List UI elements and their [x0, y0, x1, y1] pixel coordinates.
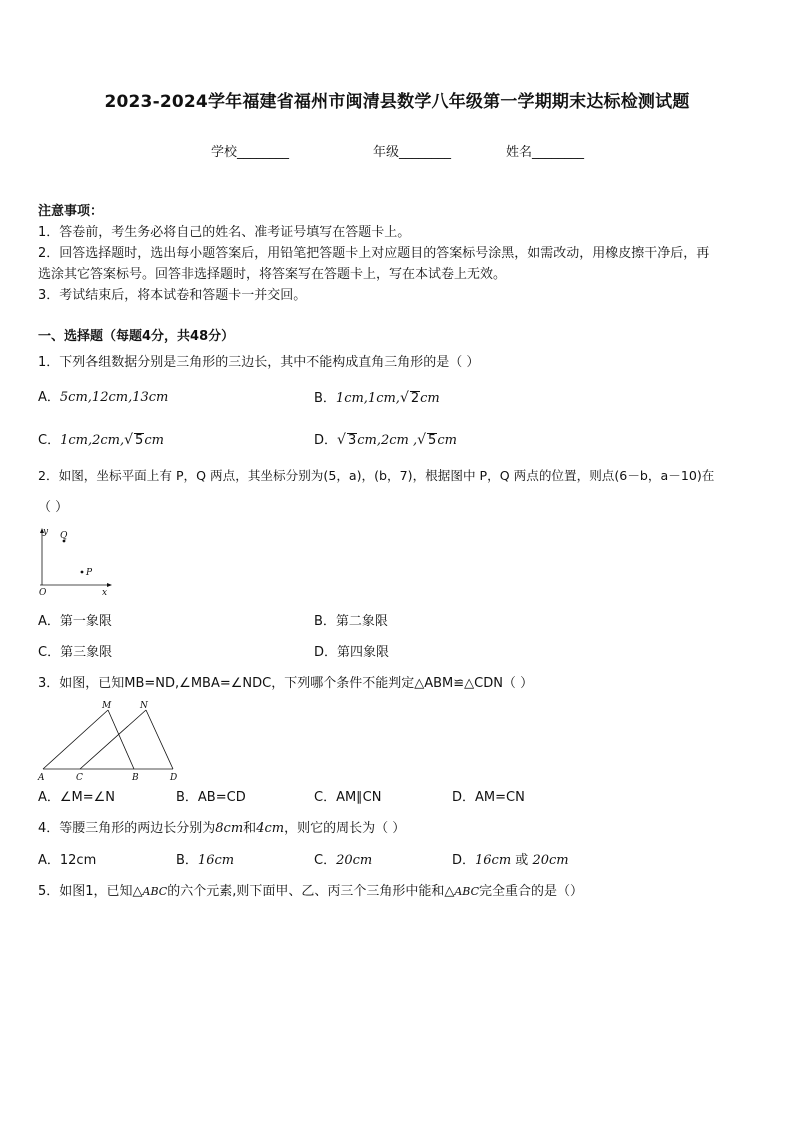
- q5-triangle-name: ABC: [454, 885, 479, 898]
- option-or: 或: [511, 853, 533, 868]
- q2-coordinate-figure: [34, 525, 114, 599]
- q2-option-c: C．第三象限: [38, 645, 113, 660]
- option-value: 1cm,2cm,: [60, 433, 125, 448]
- notes-heading: 注意事项：: [38, 204, 104, 219]
- radical-sign: √: [124, 432, 134, 448]
- radicand: 2: [410, 391, 420, 406]
- q4-option-d: [452, 854, 569, 868]
- note-1: 1．答卷前，考生务必将自己的姓名、准考证号填写在答题卡上。: [38, 225, 411, 240]
- segment-cn: [80, 710, 146, 769]
- q3-stem: 3．如图，已知MB=ND,∠MBA=∠NDC，下列哪个条件不能判定△ABM≌△CDN（ ）: [38, 676, 534, 691]
- q2-stem: 2．如图，坐标平面上有 P，Q 两点，其坐标分别为(5，a)，(b，7)，根据图中 P，Q 两点的位置，则点(6－b，a－10)在: [38, 468, 715, 483]
- q4-value-2: 4cm: [256, 821, 285, 836]
- note-3: 3．考试结束后，将本试卷和答题卡一并交回。: [38, 288, 307, 303]
- option-value: 16cm: [197, 853, 235, 868]
- radicand: 3: [347, 433, 357, 448]
- radicand: 5: [135, 433, 144, 448]
- vertex-c-label: C: [76, 773, 83, 782]
- option-label: D．: [314, 433, 338, 448]
- radicand: 5: [428, 433, 437, 448]
- y-axis-label: y: [43, 527, 49, 537]
- q4-stem-and: 和: [243, 821, 257, 836]
- option-value: cm,2cm ,: [357, 433, 418, 448]
- option-label: B．: [314, 391, 336, 406]
- point-p-label: P: [86, 568, 93, 578]
- option-label: C．: [38, 433, 61, 448]
- option-label: A．: [38, 390, 60, 405]
- q5-stem-end: 完全重合的是（）: [479, 884, 584, 899]
- note-2-cont: 选涂其它答案标号。回答非选择题时，将答案写在答题卡上，写在本试卷上无效。: [38, 267, 507, 282]
- school-field: 学校________: [211, 145, 290, 160]
- option-value: 16cm: [475, 853, 512, 868]
- q3-option-a: A．∠M=∠N: [38, 790, 116, 805]
- option-label: C．: [314, 853, 337, 868]
- q5-stem-mid: 的六个元素,则下面甲、乙、丙三个三角形中能和△: [167, 884, 455, 899]
- q4-option-a: A．12cm: [38, 853, 97, 868]
- segment-mb: [108, 710, 134, 769]
- origin-label: O: [39, 588, 47, 598]
- q2-stem-blank: （ ）: [38, 500, 69, 515]
- x-axis-label: x: [102, 588, 108, 598]
- q4-value-1: 8cm: [215, 821, 244, 836]
- vertex-m-label: M: [102, 701, 112, 711]
- radical-sign: √: [337, 432, 346, 448]
- option-value: 5cm,12cm,13cm: [59, 390, 169, 405]
- segment-am: [43, 710, 108, 769]
- page-title: 2023-2024学年福建省福州市闽清县数学八年级第一学期期末达标检测试题: [104, 92, 690, 112]
- radical-sign: √: [417, 432, 427, 448]
- note-2: 2．回答选择题时，选出每小题答案后，用铅笔把答题卡上对应题目的答案标号涂黑，如需改动，用橡皮擦干净后，再: [38, 246, 710, 261]
- q4-stem-end: ，则它的周长为（ ）: [284, 821, 406, 836]
- q3-option-c: C．AM∥CN: [314, 790, 382, 805]
- vertex-d-label: D: [170, 773, 178, 782]
- q2-option-a: A．第一象限: [38, 614, 112, 629]
- q5-triangle-name: ABC: [142, 885, 168, 898]
- q3-option-d: D．AM=CN: [452, 790, 525, 805]
- vertex-b-label: B: [132, 773, 139, 782]
- point-q-label: Q: [60, 531, 68, 541]
- q2-option-d: D．第四象限: [314, 645, 390, 660]
- q1-option-d: [314, 433, 457, 447]
- q1-stem: 1．下列各组数据分别是三角形的三边长，其中不能构成直角三角形的是（ ）: [38, 355, 480, 370]
- q1-option-b: [314, 391, 440, 405]
- option-value: 20cm: [336, 853, 373, 868]
- q4-stem-text: 4．等腰三角形的两边长分别为: [38, 821, 216, 836]
- option-label: D．: [452, 853, 476, 868]
- q5-stem: [38, 885, 583, 899]
- q3-option-b: B．AB=CD: [176, 790, 246, 805]
- grade-field: 年级________: [373, 145, 452, 160]
- option-value: 20cm: [532, 853, 569, 868]
- option-unit: cm: [437, 433, 457, 448]
- radical-sign: √: [399, 390, 409, 406]
- option-unit: cm: [420, 391, 440, 406]
- q5-stem-text: 5．如图1，已知△: [38, 884, 143, 899]
- q3-triangles-figure: [34, 698, 184, 782]
- q1-option-c: [38, 433, 164, 447]
- q4-option-b: [176, 854, 234, 868]
- q4-option-c: [314, 854, 372, 868]
- option-value: 1cm,1cm,: [335, 391, 400, 406]
- section-heading: 一、选择题（每题4分，共48分）: [38, 329, 235, 344]
- q2-option-b: B．第二象限: [314, 614, 388, 629]
- option-label: B．: [176, 853, 198, 868]
- q4-stem: [38, 822, 405, 836]
- vertex-a-label: A: [38, 773, 45, 782]
- x-axis-arrow: [107, 583, 112, 587]
- q1-option-a: [38, 391, 168, 405]
- segment-nd: [146, 710, 173, 769]
- option-unit: cm: [144, 433, 164, 448]
- vertex-n-label: N: [140, 701, 148, 711]
- point-p: [81, 571, 84, 574]
- name-field: 姓名________: [506, 145, 585, 160]
